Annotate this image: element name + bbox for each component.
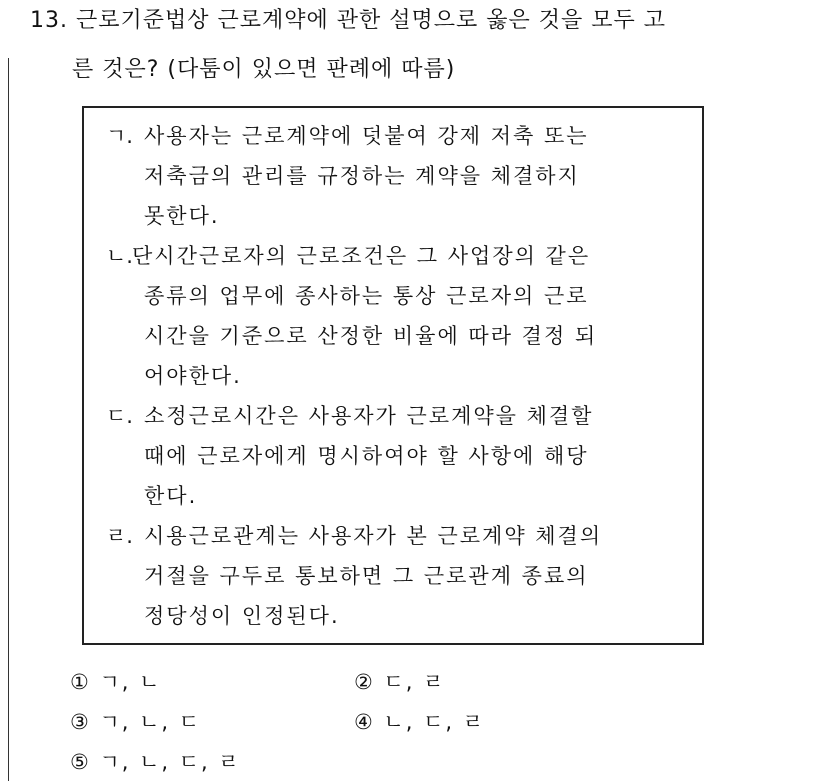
choice-3[interactable]: ③ ㄱ, ㄴ, ㄷ — [70, 710, 202, 734]
statement-line: 못한다. — [144, 204, 220, 228]
statement-line: 시용근로관계는 사용자가 본 근로계약 체결의 — [144, 524, 603, 548]
statement-line: 한다. — [144, 484, 198, 508]
statement-line: 거절을 구두로 통보하면 그 근로관계 종료의 — [144, 564, 589, 588]
left-margin-rule — [8, 58, 9, 781]
statement-marker: ㄱ. — [106, 124, 133, 148]
statement-line: 때에 근로자에게 명시하여야 할 사항에 해당 — [144, 444, 589, 468]
question-stem-line-2: 른 것은? (다툼이 있으면 판례에 따름) — [72, 57, 456, 82]
choice-1[interactable]: ① ㄱ, ㄴ — [70, 670, 162, 694]
choice-4[interactable]: ④ ㄴ, ㄷ, ㄹ — [354, 710, 486, 734]
statement-line: 단시간근로자의 근로조건은 그 사업장의 같은 — [132, 244, 591, 268]
statement-marker: ㄷ. — [106, 404, 133, 428]
statement-line: 시간을 기준으로 산정한 비율에 따라 결정 되 — [144, 324, 598, 348]
statement-line: 종류의 업무에 종사하는 통상 근로자의 근로 — [144, 284, 589, 308]
statement-marker: ㄴ. — [106, 244, 133, 268]
statement-line: 사용자는 근로계약에 덧붙여 강제 저축 또는 — [144, 124, 589, 148]
statement-line: 정당성이 인정된다. — [144, 604, 340, 628]
choice-2[interactable]: ② ㄷ, ㄹ — [354, 670, 446, 694]
question-stem-line-1: 13. 근로기준법상 근로계약에 관한 설명으로 옳은 것을 모두 고 — [30, 8, 666, 33]
statement-line: 어야한다. — [144, 364, 242, 388]
choice-5[interactable]: ⑤ ㄱ, ㄴ, ㄷ, ㄹ — [70, 750, 241, 774]
statement-line: 소정근로시간은 사용자가 근로계약을 체결할 — [144, 404, 594, 428]
statements-box — [82, 106, 704, 645]
statement-line: 저축금의 관리를 규정하는 계약을 체결하지 — [144, 164, 580, 188]
statement-marker: ㄹ. — [106, 524, 133, 548]
